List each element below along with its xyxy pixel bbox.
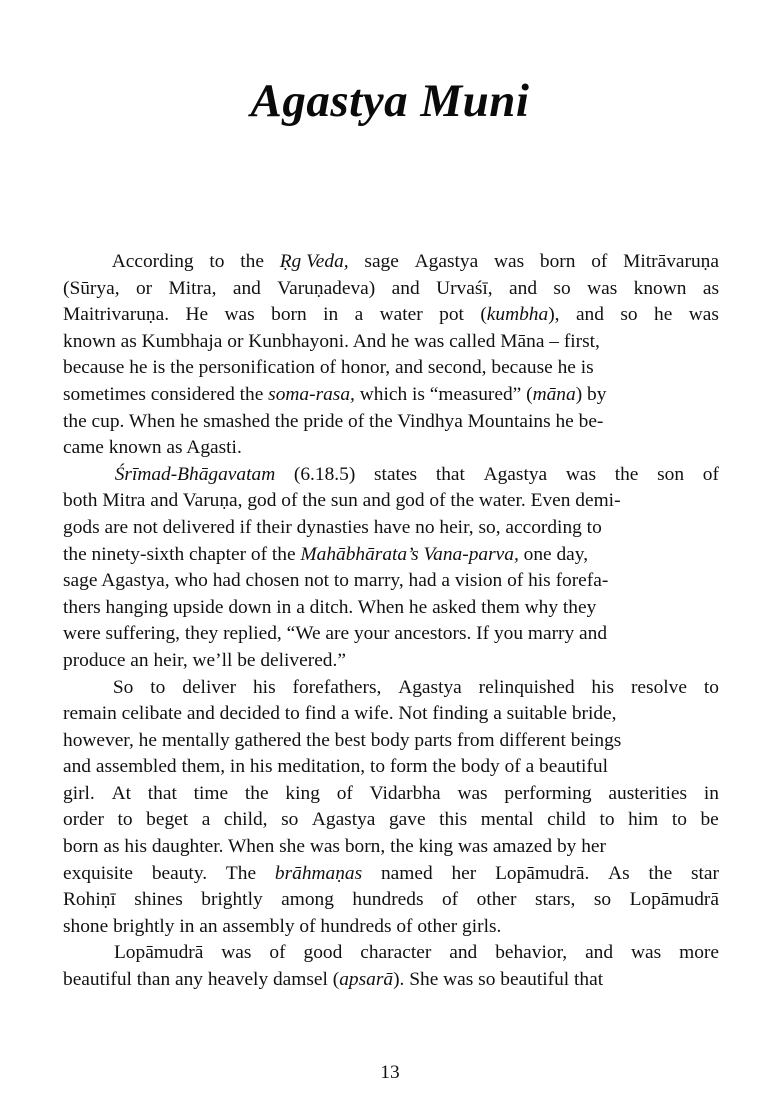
word: son bbox=[657, 463, 685, 485]
word-italic: Ṛg Veda, bbox=[279, 251, 349, 272]
text-line bbox=[63, 781, 719, 808]
word: order bbox=[63, 809, 104, 831]
word: to bbox=[599, 809, 615, 831]
word: the bbox=[244, 782, 269, 804]
text-line: the ninety-sixth chapter of the Mahābhārata’s Vana-parva, one day, bbox=[63, 543, 589, 565]
word: Maitrivaruṇa. bbox=[63, 304, 170, 326]
word: so bbox=[281, 809, 299, 831]
word: and bbox=[449, 942, 478, 964]
word: and bbox=[509, 277, 538, 299]
word: so bbox=[620, 304, 638, 326]
text-line: because he is the personification of honor, and second, because he is bbox=[63, 357, 594, 379]
word: the bbox=[614, 463, 639, 485]
word: (6.18.5) bbox=[293, 463, 356, 485]
word-italic: Mahābhārata’s Vana-parva, bbox=[300, 543, 519, 565]
word: so bbox=[553, 277, 571, 299]
text-line: beautiful than any heavely damsel (apsarā). She was so beautiful that bbox=[63, 969, 604, 991]
text-line: known as Kumbhaja or Kunbhayoni. And he was called Māna – first, bbox=[63, 330, 600, 352]
word: deliver bbox=[182, 676, 237, 698]
word: gave bbox=[388, 809, 426, 831]
text-line: remain celibate and decided to find a wife. Not finding a suitable bride, bbox=[63, 703, 617, 725]
text-line: came known as Agasti. bbox=[63, 437, 242, 459]
word: character bbox=[360, 942, 432, 964]
word: beauty. bbox=[151, 862, 208, 884]
word: Lopāmudrā bbox=[629, 889, 719, 911]
word: this bbox=[439, 809, 468, 831]
word: brightly bbox=[201, 889, 263, 911]
word-italic: brāhmaṇas bbox=[274, 862, 363, 884]
word: to bbox=[209, 251, 225, 272]
word: water bbox=[379, 304, 423, 326]
word: pot bbox=[439, 304, 464, 326]
word: Agastya bbox=[414, 251, 479, 272]
word: behavior, bbox=[495, 942, 568, 964]
word: known bbox=[633, 277, 687, 299]
word-italic: māna bbox=[532, 383, 576, 405]
word: the bbox=[648, 862, 673, 884]
word: hundreds bbox=[352, 889, 424, 911]
word: austerities bbox=[608, 782, 688, 804]
text-line: gods are not delivered if their dynasties have no heir, so, according to bbox=[63, 516, 602, 538]
paragraph-indent bbox=[63, 675, 96, 702]
text-line: sometimes considered the soma-rasa, which is “measured” (māna) by bbox=[63, 383, 607, 405]
word: time bbox=[193, 782, 229, 804]
text-line bbox=[63, 249, 719, 276]
word: to bbox=[703, 676, 719, 698]
text-line bbox=[63, 861, 719, 888]
text-line bbox=[63, 807, 719, 834]
page-title: Agastya Muni bbox=[250, 75, 530, 128]
word: Agastya bbox=[398, 676, 462, 698]
word: child bbox=[547, 809, 586, 831]
text-line: shone brightly in an assembly of hundreds of other girls. bbox=[63, 915, 502, 937]
text-line bbox=[63, 462, 719, 489]
word: be bbox=[700, 809, 719, 831]
word: Urvaśī, bbox=[436, 277, 493, 299]
word: mental bbox=[480, 809, 534, 831]
word: a bbox=[354, 304, 364, 326]
word: and bbox=[575, 304, 604, 326]
text-line: however, he mentally gathered the best body parts from different beings bbox=[63, 729, 622, 751]
word: of bbox=[441, 889, 459, 911]
word: was bbox=[631, 942, 662, 964]
word: that bbox=[435, 463, 465, 485]
text-line: sage Agastya, who had chosen not to marry, had a vision of his forefa- bbox=[63, 570, 609, 592]
word: girl. bbox=[63, 782, 95, 804]
paragraph-1 bbox=[63, 249, 719, 462]
text-line bbox=[63, 276, 719, 303]
word: among bbox=[281, 889, 334, 911]
word: more bbox=[679, 942, 719, 964]
word: child, bbox=[223, 809, 268, 831]
text-line: were suffering, they replied, “We are your ancestors. If you marry and bbox=[63, 623, 608, 645]
word: or bbox=[135, 277, 153, 299]
word: The bbox=[225, 862, 257, 884]
word: stars, bbox=[534, 889, 576, 911]
text-line: produce an heir, we’ll be delivered.” bbox=[63, 649, 346, 671]
word: to bbox=[150, 676, 166, 698]
word: so bbox=[593, 889, 612, 911]
word-with-italic: (kumbha), bbox=[480, 304, 560, 326]
word: forefathers, bbox=[292, 676, 382, 698]
paragraph-3 bbox=[63, 675, 719, 941]
word: Varuṇadeva) bbox=[277, 277, 376, 299]
paragraph-indent bbox=[63, 249, 96, 276]
word: his bbox=[252, 676, 276, 698]
word: beget bbox=[146, 809, 189, 831]
word: king bbox=[285, 782, 320, 804]
word: According bbox=[111, 251, 194, 272]
word: Lopāmudrā. bbox=[495, 862, 590, 884]
word: him bbox=[628, 809, 659, 831]
word: was bbox=[565, 463, 596, 485]
word: Lopāmudrā bbox=[113, 942, 204, 964]
word: star bbox=[691, 862, 719, 884]
word: At bbox=[111, 782, 131, 804]
word-italic: kumbha bbox=[486, 304, 549, 326]
word: of bbox=[269, 942, 286, 964]
word: was bbox=[587, 277, 618, 299]
word: shines bbox=[134, 889, 183, 911]
word: was bbox=[224, 304, 255, 326]
word: relinquished bbox=[478, 676, 575, 698]
word: Agastya bbox=[311, 809, 376, 831]
word: and bbox=[232, 277, 261, 299]
word: exquisite bbox=[63, 862, 134, 884]
paragraph-4 bbox=[63, 940, 719, 993]
word: in bbox=[703, 782, 719, 804]
word: Mitra, bbox=[168, 277, 217, 299]
word: of bbox=[336, 782, 353, 804]
word: sage bbox=[364, 251, 399, 272]
word: Mitrāvaruṇa bbox=[623, 251, 719, 272]
word: Agastya bbox=[483, 463, 548, 485]
word: in bbox=[323, 304, 339, 326]
text-line: the cup. When he smashed the pride of the Vindhya Mountains he be- bbox=[63, 410, 604, 432]
word: (Sūrya, bbox=[63, 277, 120, 299]
word: her bbox=[451, 862, 477, 884]
word-italic: soma-rasa, bbox=[268, 383, 355, 405]
word: of bbox=[591, 251, 608, 272]
word: he bbox=[654, 304, 673, 326]
word: and bbox=[585, 942, 614, 964]
word: resolve bbox=[630, 676, 687, 698]
word: Vidarbha bbox=[369, 782, 441, 804]
word: and bbox=[391, 277, 420, 299]
word: born bbox=[271, 304, 307, 326]
text-line bbox=[63, 940, 719, 967]
word: was bbox=[221, 942, 252, 964]
word: named bbox=[380, 862, 433, 884]
word-italic: apsarā bbox=[339, 969, 394, 991]
word: was bbox=[493, 251, 525, 272]
word: He bbox=[185, 304, 209, 326]
text-line: born as his daughter. When she was born, the king was amazed by her bbox=[63, 836, 606, 858]
word: performing bbox=[504, 782, 592, 804]
paragraph-2 bbox=[63, 462, 719, 675]
body-text bbox=[63, 249, 719, 994]
word-italic: Śrīmad-Bhāgavatam bbox=[114, 463, 276, 485]
word: good bbox=[303, 942, 343, 964]
word: to bbox=[671, 809, 687, 831]
word: As bbox=[608, 862, 630, 884]
word: of bbox=[702, 463, 719, 485]
paragraph-indent bbox=[63, 940, 96, 967]
text-line: and assembled them, in his meditation, to form the body of a beautiful bbox=[63, 756, 608, 778]
text-line bbox=[63, 887, 719, 914]
word: other bbox=[476, 889, 517, 911]
word: as bbox=[702, 277, 719, 299]
word: a bbox=[201, 809, 211, 831]
word: So bbox=[112, 676, 134, 698]
word: his bbox=[591, 676, 615, 698]
text-line bbox=[63, 675, 719, 702]
word: that bbox=[147, 782, 177, 804]
text-line bbox=[63, 302, 719, 329]
text-line: both Mitra and Varuṇa, god of the sun and god of the water. Even demi- bbox=[63, 490, 621, 512]
word: the bbox=[240, 251, 264, 272]
text-line: thers hanging upside down in a ditch. When he asked them why they bbox=[63, 596, 597, 618]
word: was bbox=[457, 782, 488, 804]
word: Rohiṇī bbox=[63, 889, 116, 911]
paragraph-indent bbox=[63, 462, 96, 489]
word: to bbox=[117, 809, 133, 831]
word: states bbox=[374, 463, 418, 485]
page-number: 13 bbox=[380, 1062, 400, 1083]
word: born bbox=[539, 251, 576, 272]
word: was bbox=[688, 304, 719, 326]
